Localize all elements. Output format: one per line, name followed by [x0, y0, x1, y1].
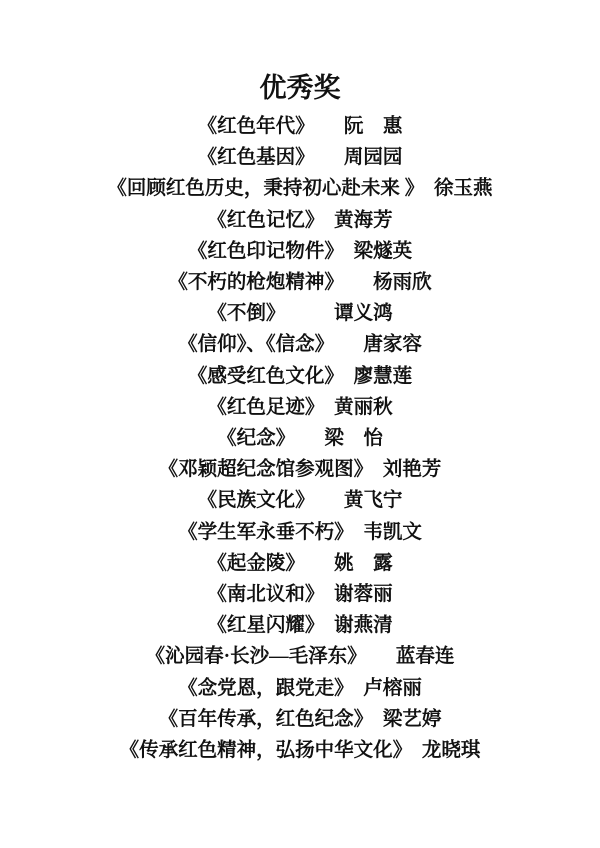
award-entry: 《红色印记物件》 梁燧英	[187, 240, 413, 262]
award-entry: 《感受红色文化》 廖慧莲	[187, 365, 413, 387]
award-entry: 《红色年代》 阮 惠	[197, 116, 403, 137]
award-entry: 《不倒》 谭义鸿	[207, 303, 393, 325]
award-entry: 《念党恩，跟党走》 卢榕丽	[178, 677, 422, 699]
award-entry: 《信仰》、《信念》 唐家容	[178, 334, 422, 356]
award-entry: 《学生军永垂不朽》 韦凯文	[178, 521, 422, 543]
award-entry: 《传承红色精神，弘扬中华文化》 龙晓琪	[119, 740, 481, 762]
page-title: 优秀奖	[259, 73, 341, 103]
award-entry: 《不朽的枪炮精神》 杨雨欣	[168, 272, 432, 294]
award-entry: 《回顾红色历史，秉持初心赴未来 》 徐玉燕	[107, 178, 493, 200]
award-entry: 《起金陵》 姚 露	[207, 552, 393, 574]
award-entry: 《民族文化》 黄飞宁	[197, 490, 403, 512]
award-entry: 《百年传承，红色纪念》 梁艺婷	[158, 708, 442, 730]
award-entry: 《红色基因》 周园园	[197, 147, 403, 169]
award-entry: 《纪念》 梁 怡	[217, 428, 383, 450]
award-entry: 《红星闪耀》 谢燕清	[207, 615, 393, 637]
award-list	[0, 111, 600, 766]
award-entry: 《红色足迹》 黄丽秋	[207, 396, 393, 418]
award-entry: 《邓颖超纪念馆参观图》 刘艳芳	[158, 459, 442, 481]
award-entry: 《沁园春·长沙—毛泽东》 蓝春连	[145, 646, 455, 668]
award-entry: 《南北议和》 谢蓉丽	[207, 584, 393, 606]
award-entry: 《红色记忆》 黄海芳	[207, 209, 393, 231]
